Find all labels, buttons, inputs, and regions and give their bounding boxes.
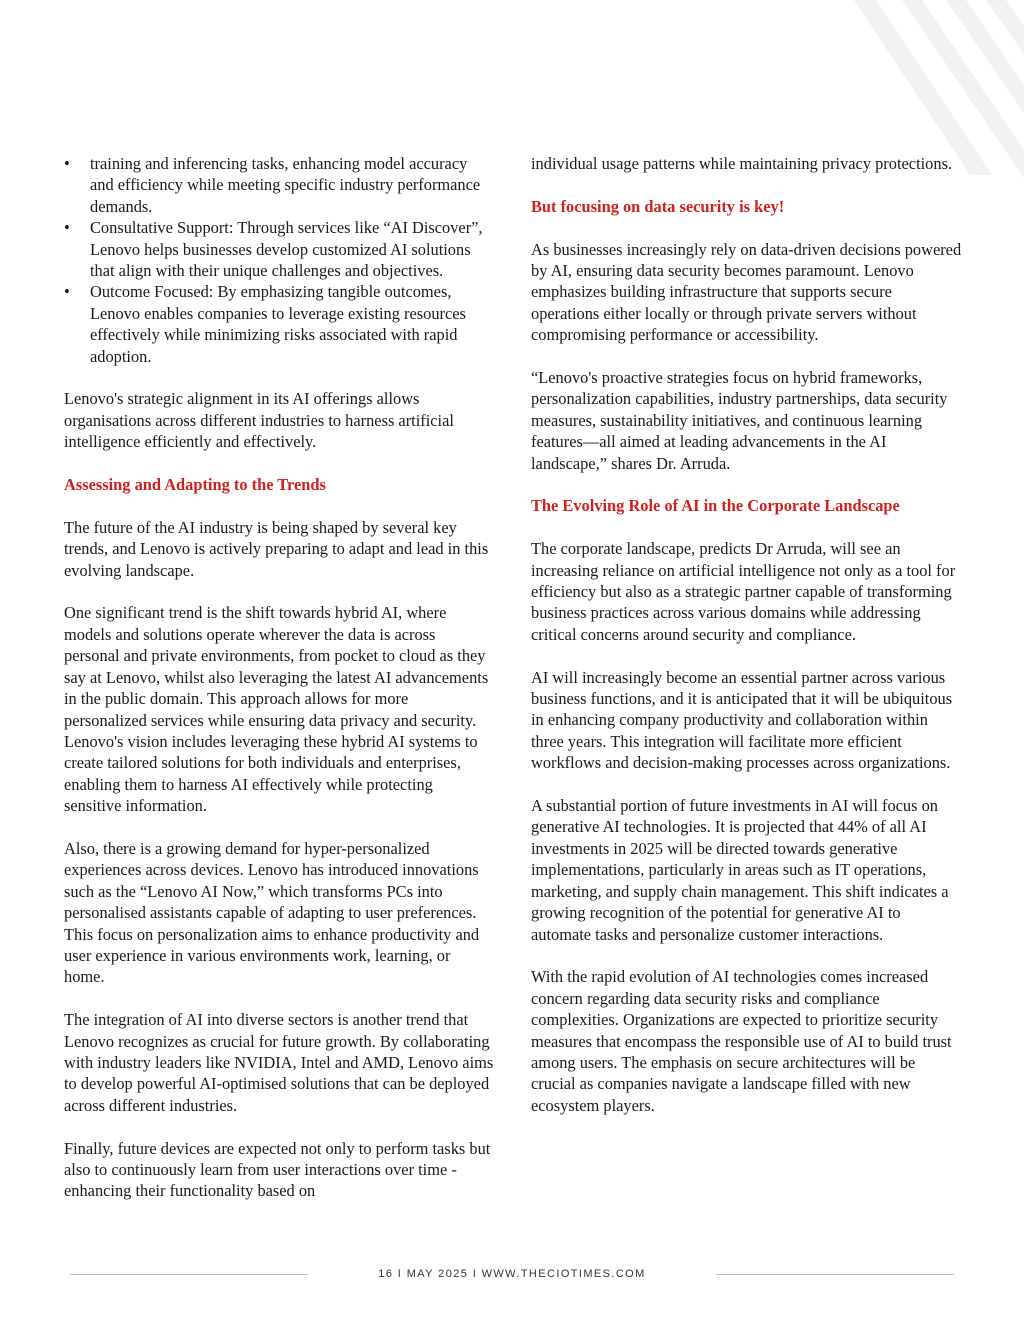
paragraph-continuation: individual usage patterns while maintaining privacy protections. xyxy=(531,154,953,173)
page-footer xyxy=(0,1268,1024,1282)
section-heading-security: But focusing on data security is key! xyxy=(531,196,785,216)
footer-divider-right xyxy=(716,1274,954,1275)
paragraph-essential-partner: AI will increasingly become an essential partner across various business functions, and it is anticipated that it will be ubiquitous in enhancing company productivity and collaboration within three years. This integration will facilitate more efficient workflows and decision-making processes across organizations. xyxy=(531,667,953,773)
paragraph-quote: “Lenovo's proactive strategies focus on hybrid frameworks, personalization capabilities, industry partnerships, data security measures, sustainability initiatives, and continuous learning features—all aimed at leading advancements in the AI landscape,” shares Dr. Arruda. xyxy=(531,368,948,473)
paragraph-alignment: Lenovo's strategic alignment in its AI offerings allows organisations across different industries to harness artificial intelligence efficiently and effectively. xyxy=(64,389,454,452)
paragraph-rapid-evolution: With the rapid evolution of AI technologies comes increased concern regarding data security risks and compliance complexities. Organizations are expected to prioritize security measures that encompass the responsible use of AI to build trust among users. The emphasis on secure architectures will be crucial as companies navigate a landscape filled with new ecosystem players. xyxy=(531,967,952,1115)
list-item: • Consultative Support: Through services like “AI Discover”, Lenovo helps businesses develop customized AI solutions that align with their unique challenges and objectives. xyxy=(64,217,494,281)
paragraph-data-security: As businesses increasingly rely on data-driven decisions powered by AI, ensuring data security becomes paramount. Lenovo emphasizes building infrastructure that supports secure operations either locally or through private servers without compromising performance or accessibility. xyxy=(531,239,962,345)
section-heading-trends: Assessing and Adapting to the Trends xyxy=(64,475,326,495)
paragraph-hybrid-ai: One significant trend is the shift towards hybrid AI, where models and solutions operate wherever the data is across personal and private environments, from pocket to cloud as they say at Lenovo, whilst also leveraging the latest AI advancements in the public domain. This approach allows for more personalized services while ensuring data privacy and security. Lenovo's vision includes leveraging these hybrid AI systems to create tailored solutions for both individuals and enterprises, enabling them to harness AI effectively while protecting sensitive information. xyxy=(64,603,489,816)
paragraph-personalization: Also, there is a growing demand for hyper-personalized experiences across devices. Lenovo has introduced innovations such as the “Lenovo AI Now,” which transforms PCs into personalised assistants capable of adapting to user preferences. This focus on personalization aims to enhance productivity and user experience in various environments work, learning, or home. xyxy=(64,838,480,987)
footer-page-info: 16 I MAY 2025 I WWW.THECIOTIMES.COM xyxy=(378,1268,646,1280)
list-item: • training and inferencing tasks, enhancing model accuracy and efficiency while meeting specific industry performance demands. xyxy=(64,153,494,217)
paragraph-future: The future of the AI industry is being shaped by several key trends, and Lenovo is actively preparing to adapt and lead in this evolving landscape. xyxy=(64,517,489,580)
feature-bullet-list xyxy=(64,153,494,367)
list-item: • Outcome Focused: By emphasizing tangible outcomes, Lenovo enables companies to leverage existing resources effectively while minimizing risks associated with rapid adoption. xyxy=(64,281,494,367)
paragraph-future-devices: Finally, future devices are expected not only to perform tasks but also to continuously learn from user interactions over time - enhancing their functionality based on xyxy=(64,1138,491,1201)
paragraph-corporate-landscape: The corporate landscape, predicts Dr Arruda, will see an increasing reliance on artificial intelligence not only as a tool for efficiency but also as a strategic partner capable of transforming business practices across various domains while addressing critical concerns around security and compliance. xyxy=(531,539,956,644)
left-column xyxy=(64,153,494,1223)
paragraph-investments: A substantial portion of future investments in AI will focus on generative AI technologies. It is projected that 44% of all AI investments in 2025 will be directed towards generative implementations, particularly in areas such as IT operations, marketing, and supply chain management. This shift indicates a growing recognition of the potential for generative AI to automate tasks and personalize customer interactions. xyxy=(531,796,949,944)
section-heading-corporate-role: The Evolving Role of AI in the Corporate Landscape xyxy=(531,496,900,516)
paragraph-integration: The integration of AI into diverse sectors is another trend that Lenovo recognizes as crucial for future growth. By collaborating with industry leaders like NVIDIA, Intel and AMD, Lenovo aims to develop powerful AI-optimised solutions that can be deployed across different industries. xyxy=(64,1010,494,1115)
right-column xyxy=(531,153,963,1138)
